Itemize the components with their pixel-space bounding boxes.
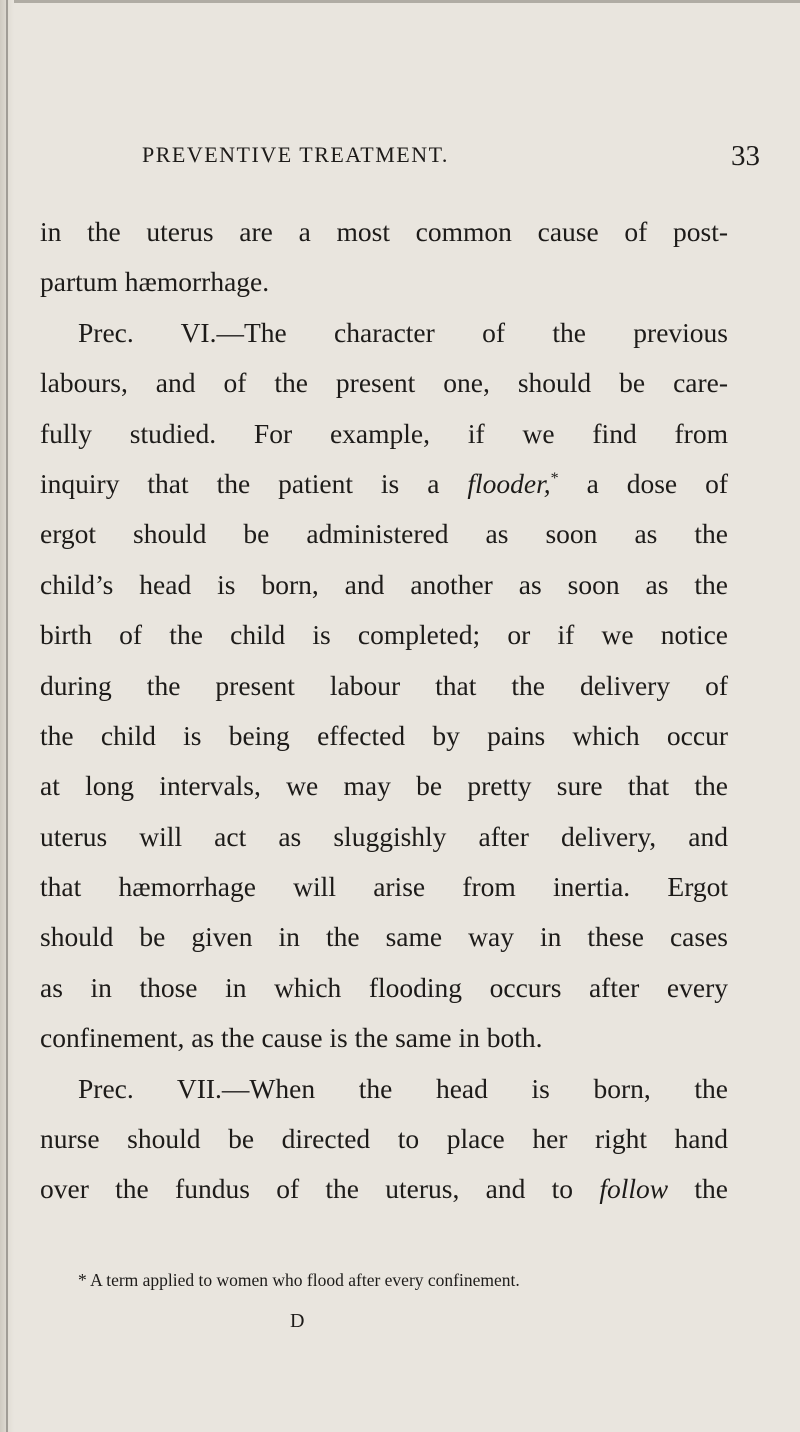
text-segment: a dose of xyxy=(558,467,728,499)
text-segment: over the fundus of the uterus, and to xyxy=(40,1173,600,1205)
text-segment: inquiry that the patient is a xyxy=(40,467,468,499)
body-text xyxy=(40,207,728,1215)
text-line: birth of the child is completed; or if we notice xyxy=(40,619,728,651)
text-line: fully studied. For example, if we find from xyxy=(40,417,728,449)
page-number: 33 xyxy=(731,140,760,172)
footnote-text: A term applied to women who flood after every confinement. xyxy=(86,1270,520,1290)
footnote-marker: * xyxy=(78,1270,87,1290)
text-line: partum hæmorrhage. xyxy=(40,266,270,298)
signature-mark: D xyxy=(290,1310,305,1332)
text-line: Prec. VII.—When the head is born, the xyxy=(78,1072,728,1104)
page-top-edge xyxy=(0,0,800,3)
text-line: the child is being effected by pains which occur xyxy=(40,719,728,751)
text-line: labours, and of the present one, should be care- xyxy=(40,367,728,399)
text-line: that hæmorrhage will arise from inertia. Ergot xyxy=(40,871,728,903)
emphasized-term: follow xyxy=(599,1173,669,1205)
text-line: during the present labour that the delivery of xyxy=(40,669,728,701)
emphasized-term: flooder, xyxy=(467,467,551,499)
text-line: should be given in the same way in these cases xyxy=(40,921,728,953)
text-line: as in those in which flooding occurs after every xyxy=(40,971,728,1003)
text-line: Prec. VI.—The character of the previous xyxy=(78,316,728,348)
footnote xyxy=(78,1270,728,1291)
page-edge-line xyxy=(6,0,8,1432)
text-line: uterus will act as sluggishly after delivery, and xyxy=(40,820,728,852)
text-line: nurse should be directed to place her right hand xyxy=(40,1123,728,1155)
page-header xyxy=(40,140,760,174)
text-line: at long intervals, we may be pretty sure that the xyxy=(40,770,728,802)
text-line: in the uterus are a most common cause of post- xyxy=(40,216,728,247)
text-line: child’s head is born, and another as soon as the xyxy=(40,568,728,600)
running-head: PREVENTIVE TREATMENT. xyxy=(142,142,449,167)
text-line xyxy=(40,1164,728,1214)
text-line: confinement, as the cause is the same in both. xyxy=(40,1022,543,1054)
text-line: ergot should be administered as soon as the xyxy=(40,518,728,550)
text-segment: the xyxy=(668,1173,728,1205)
text-line xyxy=(40,459,728,509)
footnote-reference: * xyxy=(550,469,559,487)
